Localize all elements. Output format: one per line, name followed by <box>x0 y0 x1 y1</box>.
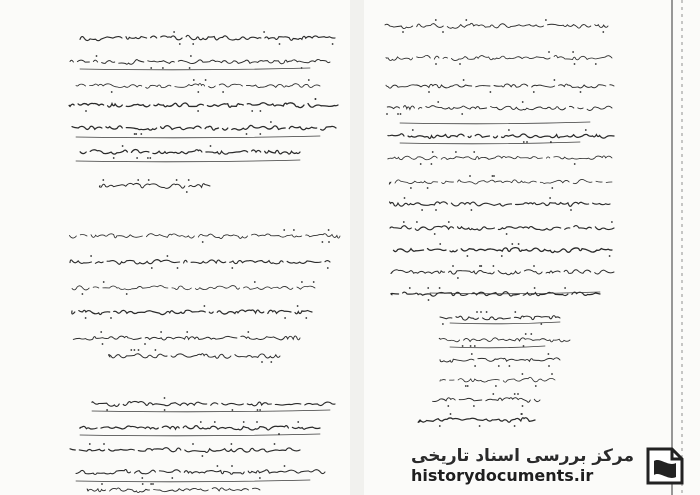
right-handwriting-line <box>436 358 560 362</box>
ink-underline <box>450 346 545 348</box>
right-handwriting-line-dot <box>514 393 516 395</box>
right-handwriting-line-dot <box>523 345 525 347</box>
right-handwriting-line-dot <box>402 31 404 33</box>
right-handwriting-line-dot <box>501 255 503 257</box>
left-handwriting-line <box>69 103 338 108</box>
right-handwriting-line-dot <box>403 221 405 223</box>
left-handwriting-line-dot <box>151 267 153 269</box>
right-handwriting-line-dot <box>533 91 535 93</box>
right-handwriting-line-dot <box>514 311 516 313</box>
left-handwriting-line-dot <box>328 241 330 243</box>
watermark-url: historydocuments.ir <box>411 466 594 485</box>
left-handwriting-line <box>76 150 300 155</box>
page-gutter <box>350 0 364 495</box>
left-handwriting-line-dot <box>103 281 105 283</box>
left-handwriting-line-dot <box>106 409 108 411</box>
right-handwriting-line-dot <box>564 287 566 289</box>
right-handwriting-line-dot <box>439 425 441 427</box>
right-handwriting-line-dot <box>609 255 611 257</box>
ink-underline <box>76 160 300 162</box>
left-handwriting-line-dot <box>177 267 179 269</box>
right-handwriting-line-dot <box>522 373 524 375</box>
right-handwriting-line-dot <box>457 277 459 279</box>
left-handwriting-line-dot <box>210 145 212 147</box>
left-handwriting-line-dot <box>251 110 253 112</box>
left-handwriting-line <box>87 488 260 493</box>
right-handwriting-line-dot <box>465 385 467 387</box>
left-handwriting-line-dot <box>297 305 299 307</box>
left-handwriting-line-dot <box>327 267 329 269</box>
left-handwriting-line-dot <box>261 361 263 363</box>
right-handwriting-line-dot <box>486 311 488 313</box>
left-handwriting-line-dot <box>247 331 249 333</box>
right-handwriting-line-dot <box>431 163 433 165</box>
right-handwriting-line <box>440 377 555 382</box>
left-handwriting-line-dot <box>135 133 137 135</box>
left-handwriting-line-dot <box>136 157 138 159</box>
left-handwriting-line-dot <box>217 465 219 467</box>
left-handwriting-line-dot <box>214 421 216 423</box>
left-handwriting-line-dot <box>315 98 317 100</box>
left-handwriting-line-dot <box>171 477 173 479</box>
left-handwriting-line-dot <box>101 483 103 485</box>
right-handwriting-line-dot <box>551 373 553 375</box>
right-handwriting-line-dot <box>545 19 547 21</box>
right-handwriting-line-dot <box>548 365 550 367</box>
left-handwriting-line-dot <box>155 349 157 351</box>
left-handwriting-line-dot <box>89 443 91 445</box>
right-handwriting-line-dot <box>386 113 388 115</box>
ink-underline <box>80 68 310 70</box>
right-handwriting-line-dot <box>595 63 597 65</box>
left-handwriting-line-dot <box>256 421 258 423</box>
right-handwriting-line-dot <box>428 299 430 301</box>
right-handwriting-line-dot <box>517 393 519 395</box>
left-handwriting-line-dot <box>193 79 195 81</box>
left-handwriting-line-dot <box>179 43 181 45</box>
left-handwriting-line-dot <box>96 55 98 57</box>
right-handwriting-line-dot <box>522 101 524 103</box>
right-handwriting-line-dot <box>447 405 449 407</box>
left-handwriting-line-dot <box>176 179 178 181</box>
right-handwriting-line-dot <box>410 187 412 189</box>
left-handwriting-line-dot <box>173 31 175 33</box>
left-handwriting-line-dot <box>279 43 281 45</box>
document-archive-logo-icon <box>642 443 688 489</box>
left-handwriting-line-dot <box>192 443 194 445</box>
left-handwriting-line-dot <box>130 349 132 351</box>
left-handwriting-line-dot <box>167 255 169 257</box>
left-handwriting-line-dot <box>142 483 144 485</box>
left-handwriting-line-dot <box>297 421 299 423</box>
left-handwriting-line-dot <box>126 293 128 295</box>
left-handwriting-line-dot <box>111 91 113 93</box>
right-handwriting-line-dot <box>409 287 411 289</box>
right-handwriting-line-dot <box>421 209 423 211</box>
right-handwriting-line-dot <box>434 233 436 235</box>
right-handwriting-line-dot <box>535 385 537 387</box>
right-handwriting-line-dot <box>580 91 582 93</box>
left-handwriting-line-dot <box>257 409 259 411</box>
left-handwriting-line-dot <box>190 55 192 57</box>
left-handwriting-line <box>68 286 315 290</box>
left-handwriting-line-dot <box>85 110 87 112</box>
right-handwriting-line-dot <box>470 345 472 347</box>
right-handwriting-line-dot <box>490 91 492 93</box>
right-handwriting-line-dot <box>462 345 464 347</box>
ink-underline <box>80 434 320 436</box>
left-handwriting-line-dot <box>134 133 136 135</box>
left-handwriting-line-dot <box>102 179 104 181</box>
ink-underline <box>76 480 310 482</box>
right-handwriting-line-dot <box>574 63 576 65</box>
right-handwriting-line-dot <box>459 63 461 65</box>
right-handwriting-line <box>386 84 614 88</box>
right-handwriting-line-dot <box>412 129 414 131</box>
right-handwriting-line-dot <box>549 197 551 199</box>
right-handwriting-line <box>383 106 612 111</box>
right-handwriting-line-dot <box>611 221 613 223</box>
left-handwriting-line <box>70 448 300 453</box>
right-handwriting-line-dot <box>404 197 406 199</box>
right-handwriting-line-dot <box>474 345 476 347</box>
right-handwriting-line <box>390 202 610 207</box>
right-handwriting-line-dot <box>534 287 536 289</box>
left-handwriting-line-dot <box>284 317 286 319</box>
left-handwriting-line-dot <box>192 43 194 45</box>
right-handwriting-line-dot <box>540 323 542 325</box>
right-handwriting-line-dot <box>479 425 481 427</box>
ink-underline <box>400 142 580 144</box>
watermark-title: مرکز بررسی اسناد تاریخی <box>411 446 634 466</box>
left-handwriting-line-dot <box>305 317 307 319</box>
left-handwriting-line-dot <box>308 79 310 81</box>
right-handwriting-line-dot <box>461 113 463 115</box>
right-handwriting-line-dot <box>548 51 550 53</box>
left-handwriting-line-dot <box>202 455 204 457</box>
right-handwriting-line-dot <box>572 51 574 53</box>
left-handwriting-line <box>92 401 335 406</box>
left-handwriting-line <box>65 234 340 239</box>
left-handwriting-line-dot <box>254 281 256 283</box>
left-handwriting-line-dot <box>283 229 285 231</box>
right-handwriting-line-dot <box>442 323 444 325</box>
right-page-handwriting <box>383 19 614 427</box>
left-handwriting-line-dot <box>102 343 104 345</box>
left-handwriting-line <box>66 59 330 64</box>
right-handwriting-line-dot <box>471 353 473 355</box>
left-handwriting-line-dot <box>263 31 265 33</box>
left-handwriting-line-dot <box>150 483 152 485</box>
right-handwriting-line-dot <box>473 405 475 407</box>
left-handwriting-line-dot <box>152 483 154 485</box>
left-handwriting-line-dot <box>113 157 115 159</box>
left-handwriting-line-dot <box>246 133 248 135</box>
left-handwriting-line-dot <box>100 331 102 333</box>
right-handwriting-line-dot <box>495 385 497 387</box>
right-handwriting-line-dot <box>526 141 528 143</box>
right-handwriting-line-dot <box>473 151 475 153</box>
right-handwriting-line-dot <box>400 113 402 115</box>
right-handwriting-line-dot <box>467 385 469 387</box>
right-handwriting-line-dot <box>498 365 500 367</box>
right-handwriting-line-dot <box>452 265 454 267</box>
right-handwriting-line-dot <box>585 129 587 131</box>
left-handwriting-line-dot <box>186 191 188 193</box>
right-handwriting-line-dot <box>480 265 482 267</box>
left-handwriting-line-dot <box>259 409 261 411</box>
right-handwriting-line-dot <box>480 311 482 313</box>
right-handwriting-line-dot <box>435 63 437 65</box>
right-handwriting-line <box>388 156 612 160</box>
right-handwriting-line <box>440 316 560 321</box>
right-handwriting-line-dot <box>518 243 520 245</box>
left-handwriting-line-dot <box>200 421 202 423</box>
left-handwriting-line <box>68 310 312 315</box>
right-handwriting-line-dot <box>476 311 478 313</box>
right-handwriting-line-dot <box>428 91 430 93</box>
ink-underline <box>92 410 330 412</box>
left-handwriting-line-dot <box>222 91 224 93</box>
left-handwriting-line-dot <box>137 179 139 181</box>
ink-underline <box>400 122 590 124</box>
left-handwriting-line-dot <box>259 133 261 135</box>
left-page-handwriting <box>65 31 340 495</box>
left-handwriting-line-dot <box>205 79 207 81</box>
right-handwriting-line-dot <box>548 353 550 355</box>
left-handwriting-line-dot <box>122 145 124 147</box>
right-handwriting-line-dot <box>574 163 576 165</box>
right-handwriting-line-dot <box>435 209 437 211</box>
left-handwriting-line-dot <box>110 317 112 319</box>
left-handwriting-line-dot <box>231 267 233 269</box>
right-handwriting-line-dot <box>435 19 437 21</box>
right-handwriting-line-dot <box>439 243 441 245</box>
right-handwriting-line-dot <box>570 209 572 211</box>
right-handwriting-line <box>390 248 613 253</box>
left-handwriting-line <box>76 469 325 474</box>
right-handwriting-line-dot <box>471 209 473 211</box>
right-handwriting-line-dot <box>514 425 516 427</box>
right-handwriting-line <box>391 270 614 275</box>
left-handwriting-line-dot <box>270 121 272 123</box>
right-handwriting-line-dot <box>509 365 511 367</box>
left-handwriting-line-dot <box>270 361 272 363</box>
right-handwriting-line-dot <box>530 333 532 335</box>
right-handwriting-line <box>386 55 612 60</box>
left-handwriting-line <box>69 336 300 340</box>
right-handwriting-line-dot <box>416 221 418 223</box>
right-handwriting-line <box>388 134 614 139</box>
left-handwriting-line <box>109 354 280 359</box>
left-handwriting-line-dot <box>138 349 140 351</box>
right-handwriting-line-dot <box>432 151 434 153</box>
left-handwriting-line-dot <box>147 157 149 159</box>
left-handwriting-line-dot <box>140 133 142 135</box>
right-handwriting-line-dot <box>427 187 429 189</box>
left-handwriting-line-dot <box>186 331 188 333</box>
left-handwriting-line-dot <box>231 443 233 445</box>
ink-underline <box>450 322 560 324</box>
left-handwriting-line-dot <box>103 443 105 445</box>
left-handwriting-line-dot <box>274 443 276 445</box>
right-handwriting-line-dot <box>525 333 527 335</box>
left-handwriting-line-dot <box>149 157 151 159</box>
left-handwriting-line-dot <box>284 465 286 467</box>
right-handwriting-line-dot <box>427 287 429 289</box>
left-handwriting-line-dot <box>188 179 190 181</box>
left-handwriting-line-dot <box>322 241 324 243</box>
right-handwriting-line <box>429 398 540 403</box>
right-handwriting-line-dot <box>554 79 556 81</box>
right-handwriting-line-dot <box>420 163 422 165</box>
ink-underline <box>76 136 320 138</box>
left-handwriting-line-dot <box>85 317 87 319</box>
right-handwriting-line-dot <box>492 175 494 177</box>
left-handwriting-line-dot <box>90 255 92 257</box>
right-handwriting-line <box>439 338 570 342</box>
left-handwriting-line-dot <box>162 67 164 69</box>
right-handwriting-line-dot <box>492 393 494 395</box>
left-handwriting-line-dot <box>243 421 245 423</box>
right-handwriting-line-dot <box>602 31 604 33</box>
right-handwriting-line <box>385 23 608 28</box>
left-handwriting-line-dot <box>232 409 234 411</box>
right-handwriting-line-dot <box>523 141 525 143</box>
left-handwriting-line-dot <box>301 281 303 283</box>
left-handwriting-line <box>76 83 320 88</box>
right-handwriting-line-dot <box>437 101 439 103</box>
left-handwriting-line-dot <box>260 110 262 112</box>
left-handwriting-line-dot <box>164 397 166 399</box>
right-handwriting-line-dot <box>450 413 452 415</box>
right-handwriting-line-dot <box>551 187 553 189</box>
right-handwriting-line-dot <box>508 129 510 131</box>
left-handwriting-line-dot <box>141 477 143 479</box>
left-handwriting-line-dot <box>150 67 152 69</box>
left-handwriting-line-dot <box>82 293 84 295</box>
right-handwriting-line-dot <box>439 287 441 289</box>
right-handwriting-line-dot <box>511 243 513 245</box>
right-handwriting-line-dot <box>463 79 465 81</box>
left-handwriting-line-dot <box>189 67 191 69</box>
right-handwriting-line-dot <box>442 31 444 33</box>
left-handwriting-line <box>70 260 330 265</box>
right-handwriting-line-dot <box>397 113 399 115</box>
left-handwriting-line-dot <box>134 349 136 351</box>
left-handwriting-line-dot <box>148 179 150 181</box>
left-handwriting-line <box>76 426 320 430</box>
left-handwriting-line-dot <box>332 43 334 45</box>
right-handwriting-line <box>418 418 535 423</box>
left-handwriting-line-dot <box>328 229 330 231</box>
left-handwriting-line-dot <box>293 229 295 231</box>
left-handwriting-line-dot <box>231 465 233 467</box>
right-handwriting-line-dot <box>493 175 495 177</box>
right-handwriting-line-dot <box>448 221 450 223</box>
left-handwriting-line-dot <box>204 305 206 307</box>
right-handwriting-line-dot <box>469 175 471 177</box>
right-handwriting-line-dot <box>506 233 508 235</box>
left-handwriting-line <box>99 183 210 188</box>
right-handwriting-line-dot <box>533 265 535 267</box>
right-handwriting-line-dot <box>493 265 495 267</box>
left-handwriting-line-dot <box>197 110 199 112</box>
left-handwriting-line-dot <box>164 409 166 411</box>
right-handwriting-line <box>390 226 614 231</box>
archive-watermark <box>411 443 688 489</box>
left-handwriting-line <box>72 125 336 130</box>
right-handwriting-line-dot <box>455 151 457 153</box>
right-handwriting-line-dot <box>467 255 469 257</box>
left-handwriting-line-dot <box>160 331 162 333</box>
right-handwriting-line-dot <box>520 413 522 415</box>
right-handwriting-line-dot <box>522 405 524 407</box>
left-handwriting-line-dot <box>259 477 261 479</box>
right-handwriting-line-dot <box>474 365 476 367</box>
left-handwriting-line-dot <box>197 91 199 93</box>
left-handwriting-line-dot <box>202 241 204 243</box>
left-handwriting-line <box>80 35 335 40</box>
right-handwriting-line <box>389 179 612 184</box>
left-handwriting-line-dot <box>313 281 315 283</box>
right-handwriting-line-dot <box>465 19 467 21</box>
left-handwriting-line-dot <box>144 343 146 345</box>
